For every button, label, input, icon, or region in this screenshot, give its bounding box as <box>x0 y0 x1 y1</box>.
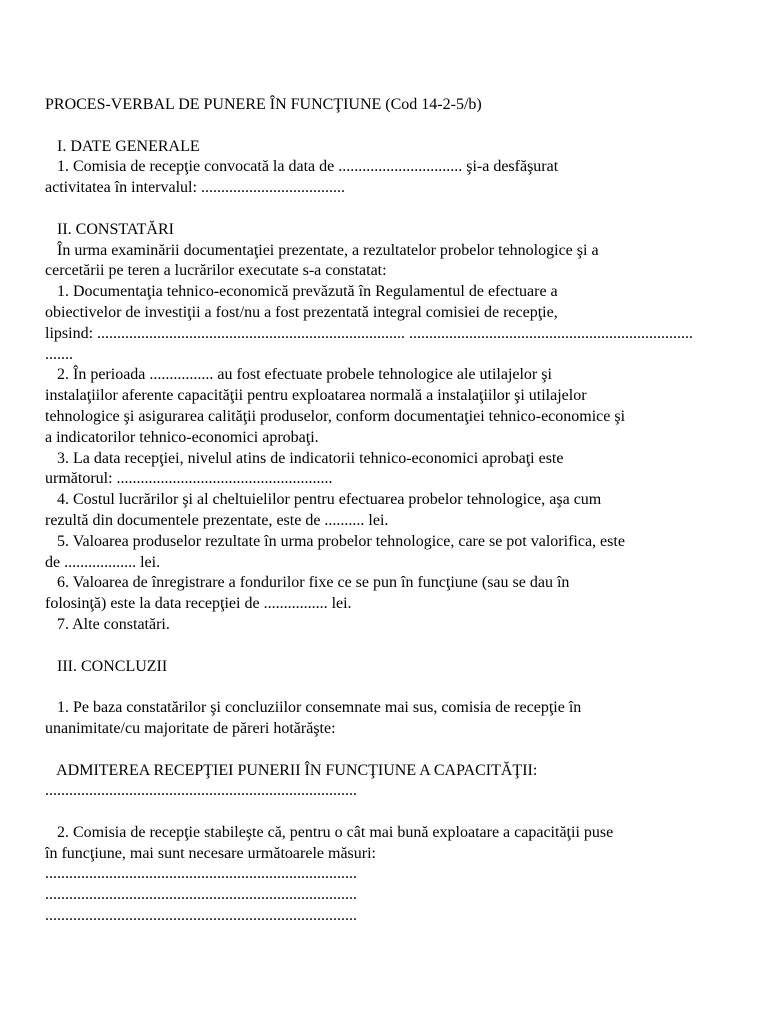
section-2-line: rezultă din documentele prezentate, este de .......... lei. <box>45 511 389 529</box>
section-2-line: următorul: ...................................................... <box>45 470 333 488</box>
section-2-line: 5. Valoarea produselor rezultate în urma probelor tehnologice, care se pot valorifica, este <box>45 532 625 550</box>
measure-fill-line: .............................................................................. <box>45 865 357 883</box>
section-2-line: În urma examinării documentaţiei prezentate, a rezultatelor probelor tehnologice şi a <box>45 241 599 259</box>
section-2-line: instalaţiilor aferente capacităţii pentru exploatarea normală a instalaţiilor şi utilajelor <box>45 387 587 405</box>
document-title: PROCES-VERBAL DE PUNERE ÎN FUNCŢIUNE (Cod 14-2-5/b) <box>45 96 482 113</box>
section-1-line: 1. Comisia de recepţie convocată la data de ............................... şi-a desfăşurat <box>45 158 559 176</box>
spacer <box>45 802 725 823</box>
section-2-line: 3. La data recepţiei, nivelul atins de indicatorii tehnico-economici aprobaţi este <box>45 449 564 467</box>
section-2-line: 1. Documentaţia tehnico-economică prevăzută în Regulamentul de efectuare a <box>45 283 558 301</box>
section-2-line: folosinţă) este la data recepţiei de ................ lei. <box>45 595 352 613</box>
section-1-heading: I. DATE GENERALE <box>45 137 200 155</box>
conclusion-line: 1. Pe baza constatărilor şi concluziilor consemnate mai sus, comisia de recepţie în <box>45 699 582 717</box>
document-page <box>45 95 725 927</box>
conclusion-line: unanimitate/cu majoritate de păreri hotărăşte: <box>45 719 336 737</box>
section-2-line: ....... <box>45 345 73 363</box>
section-2-line: lipsind: ............................................................................. ....................................................................... <box>45 324 694 342</box>
measure-fill-line: .............................................................................. <box>45 886 357 904</box>
spacer <box>45 677 725 698</box>
decision-fill-line: .............................................................................. <box>45 782 357 800</box>
section-2-line: 2. În perioada ................ au fost efectuate probele tehnologice ale utilajelor şi <box>45 366 552 384</box>
spacer <box>45 636 725 657</box>
section-3-heading: III. CONCLUZII <box>45 657 168 675</box>
section-2-line: de .................. lei. <box>45 553 161 571</box>
measure-fill-line: .............................................................................. <box>45 907 357 925</box>
section-2-line: 7. Alte constatări. <box>45 615 170 633</box>
spacer <box>45 199 725 220</box>
section-2-heading: II. CONSTATĂRI <box>45 220 174 238</box>
section-2-line: tehnologice şi asigurarea calităţii produselor, conform documentaţiei tehnico-economice şi <box>45 407 626 425</box>
section-2-line: obiectivelor de investiţii a fost/nu a fost prezentată integral comisiei de recepţie, <box>45 303 558 321</box>
section-2-line: cercetării pe teren a lucrărilor executate s-a constatat: <box>45 262 387 280</box>
section-2-line: a indicatorilor tehnico-economici aprobaţi. <box>45 428 319 446</box>
section-2-line: 4. Costul lucrărilor şi al cheltuielilor pentru efectuarea probelor tehnologice, aşa cum <box>45 491 602 509</box>
conclusion-line: în funcţiune, mai sunt necesare următoarele măsuri: <box>45 844 376 862</box>
section-2-line: 6. Valoarea de înregistrare a fondurilor fixe ce se pun în funcţiune (sau se dau în <box>45 574 570 592</box>
decision-heading: ADMITEREA RECEPŢIEI PUNERII ÎN FUNCŢIUNE A CAPACITĂŢII: <box>45 761 538 779</box>
spacer <box>45 116 725 137</box>
spacer <box>45 740 725 761</box>
conclusion-line: 2. Comisia de recepţie stabileşte că, pentru o cât mai bună exploatare a capacităţii puse <box>45 823 614 841</box>
section-1-line: activitatea în intervalul: .................................... <box>45 179 345 197</box>
